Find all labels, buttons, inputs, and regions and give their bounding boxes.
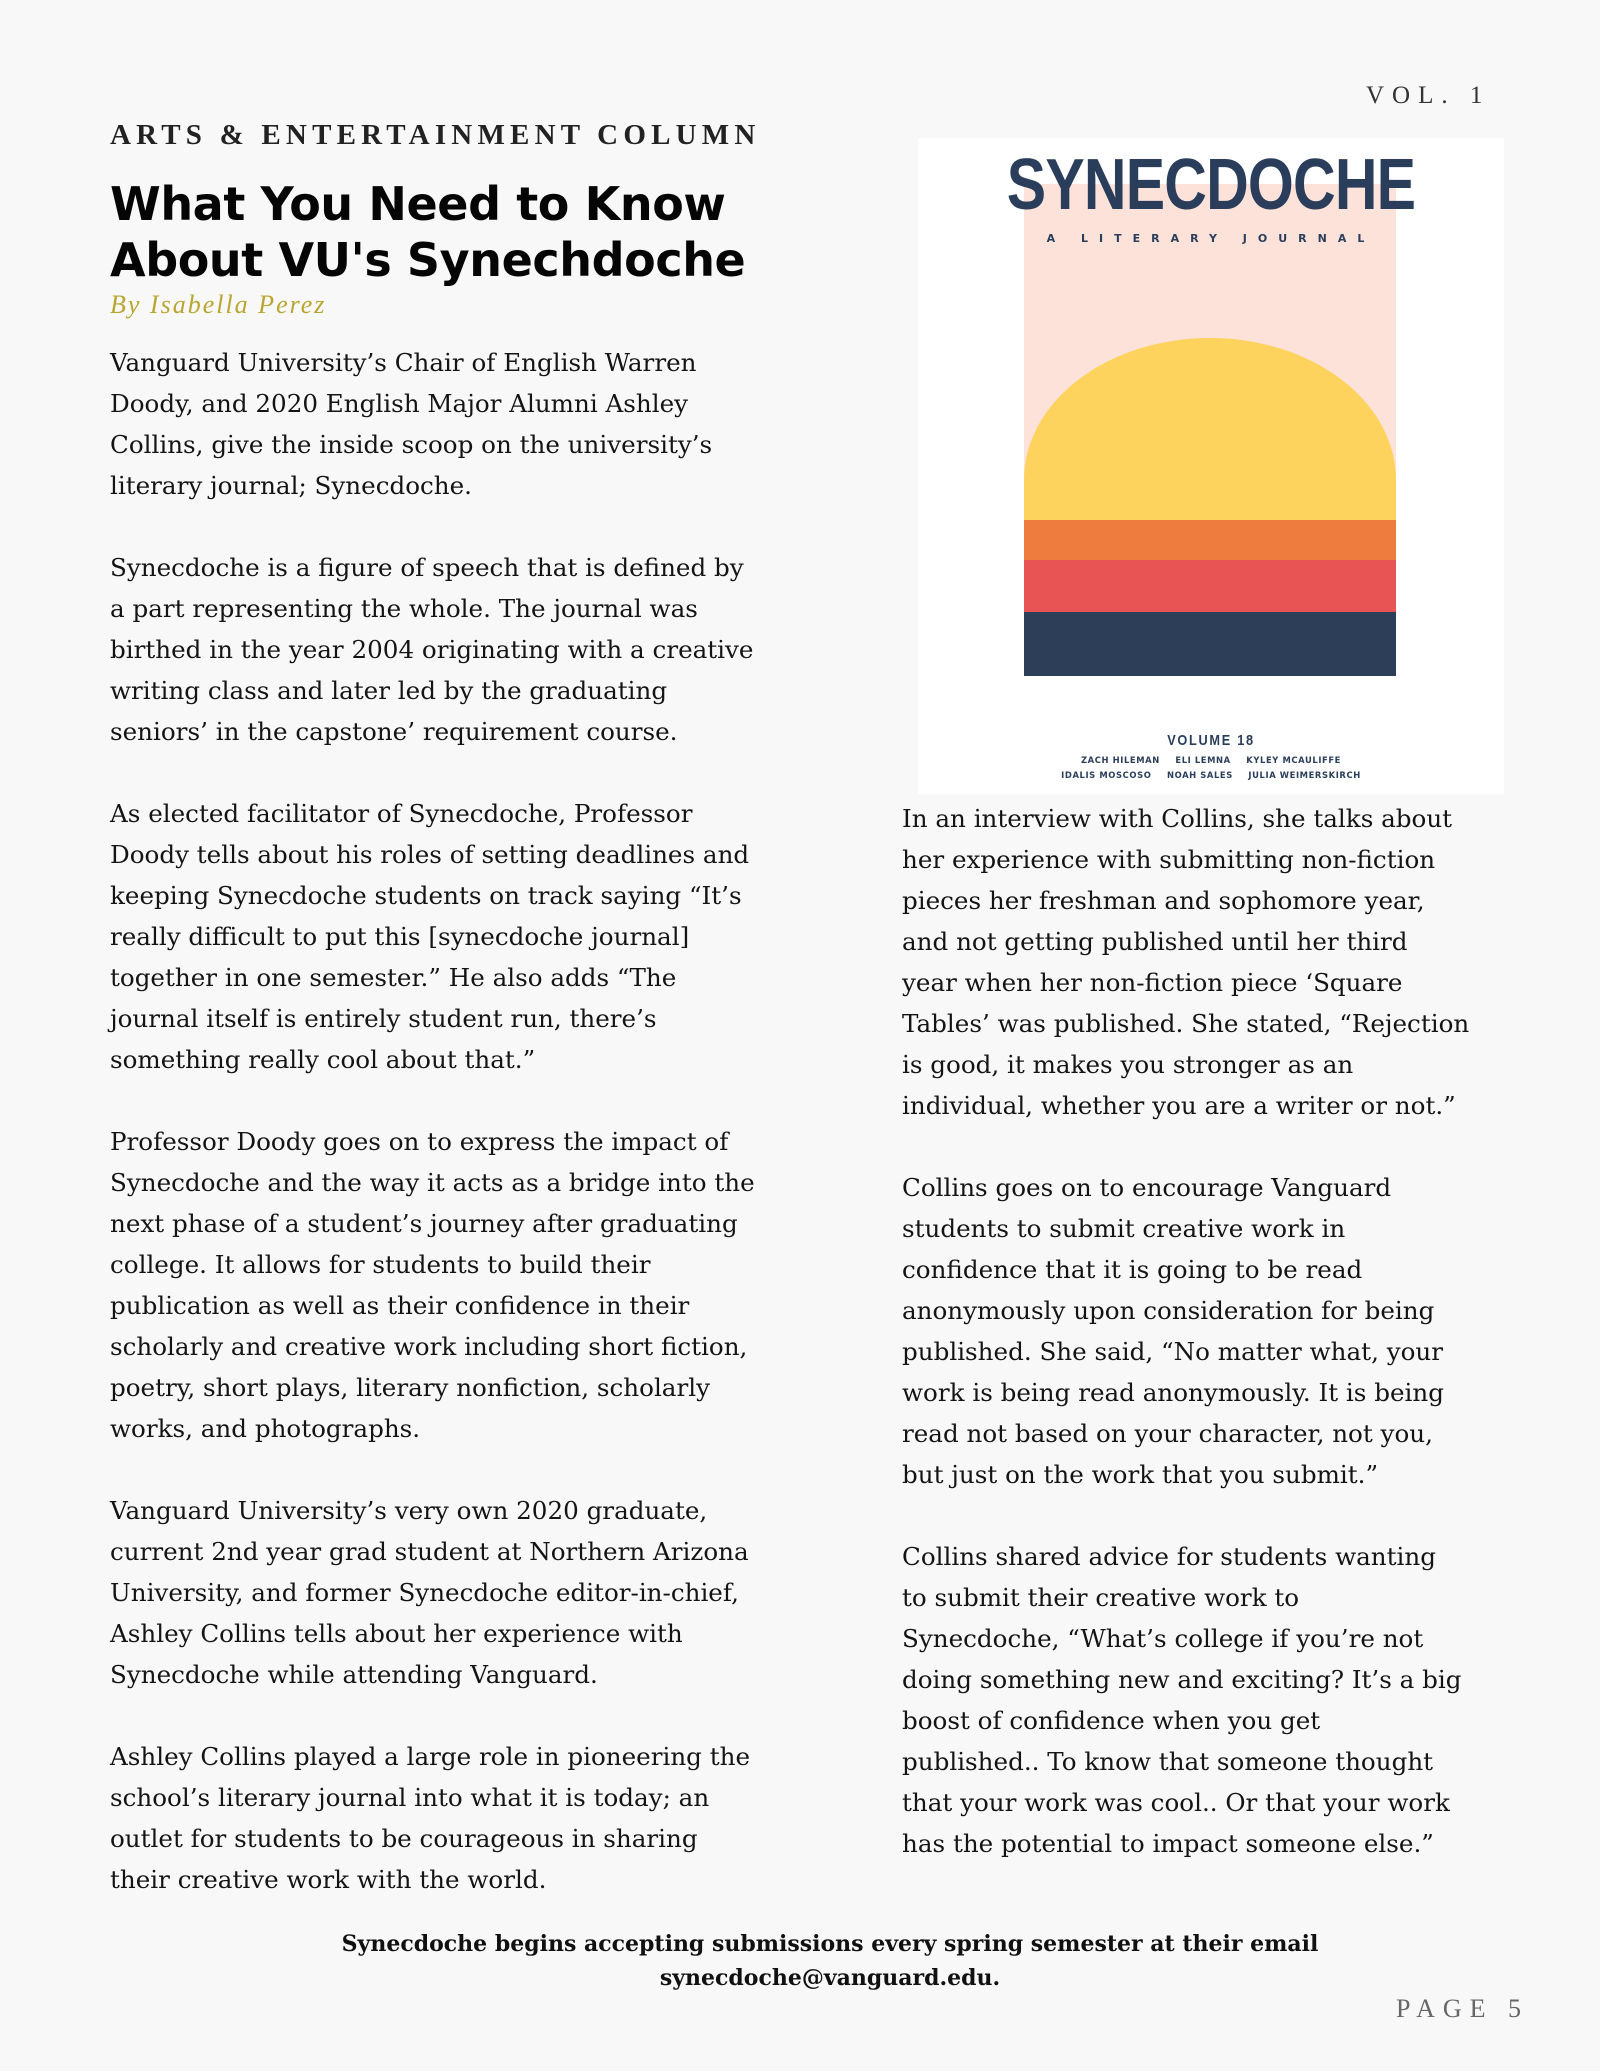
paragraph-line: works, and photographs. [110,1414,421,1443]
paragraph-line: Collins shared advice for students wanting [902,1542,1436,1571]
cover-names-row [918,769,1504,781]
paragraph-line: college. It allows for students to build their [110,1250,651,1279]
paragraph-line: school’s literary journal into what it is today; an [110,1783,710,1812]
article-paragraph [110,342,832,506]
paragraph-line: Professor Doody goes on to express the impact of [110,1127,729,1156]
paragraph-line: read not based on your character, not you, [902,1419,1433,1448]
paragraph-line: Ashley Collins played a large role in pioneering the [110,1742,751,1771]
page-number: PAGE 5 [1396,1994,1530,2023]
paragraph-line: Vanguard University’s Chair of English Warren [110,348,697,377]
paragraph-line: work is being read anonymously. It is being [902,1378,1444,1407]
left-column [110,342,832,1941]
column-label: ARTS & ENTERTAINMENT COLUMN [110,119,761,151]
headline-line: About VU's Synechdoche [110,233,746,287]
cover-red-band [1024,560,1396,612]
paragraph-line: her experience with submitting non-fiction [902,845,1436,874]
paragraph-line: individual, whether you are a writer or not.” [902,1091,1456,1120]
paragraph-line: current 2nd year grad student at Northern Arizona [110,1537,749,1566]
paragraph-line: literary journal; Synecdoche. [110,471,473,500]
paragraph-line: really difficult to put this [synecdoche journal] [110,922,690,951]
paragraph-line: and not getting published until her third [902,927,1408,956]
cover-name: KYLEY MCAULIFFE [1246,755,1341,765]
journal-cover-image [918,138,1504,794]
paragraph-line: together in one semester.” He also adds “The [110,963,677,992]
article-paragraph [902,1167,1526,1495]
article-paragraph [110,793,832,1080]
right-column [902,798,1526,1905]
cover-name: ELI LEMNA [1175,755,1231,765]
byline: By Isabella Perez [110,290,327,319]
paragraph-line: Collins, give the inside scoop on the university’s [110,430,713,459]
paragraph-line: scholarly and creative work including short fiction, [110,1332,748,1361]
paragraph-line: anonymously upon consideration for being [902,1296,1435,1325]
paragraph-line: In an interview with Collins, she talks about [902,804,1453,833]
paragraph-line: poetry, short plays, literary nonfiction, scholarly [110,1373,710,1402]
headline [110,176,870,288]
submission-note [0,1927,1600,1995]
cover-title: SYNECDOCHE [1006,145,1416,225]
paragraph-line: boost of confidence when you get [902,1706,1321,1735]
paragraph-line: writing class and later led by the graduating [110,676,668,705]
paragraph-line: to submit their creative work to [902,1583,1300,1612]
paragraph-line: Synecdoche while attending Vanguard. [110,1660,598,1689]
cover-orange-band [1024,520,1396,560]
paragraph-line: outlet for students to be courageous in sharing [110,1824,698,1853]
article-paragraph [902,798,1526,1126]
headline-line: What You Need to Know [110,177,726,231]
cover-navy-band [1024,612,1396,676]
article-paragraph [110,1490,832,1695]
paragraph-line: that your work was cool.. Or that your work [902,1788,1450,1817]
paragraph-line: published.. To know that someone thought [902,1747,1434,1776]
cover-volume: VOLUME 18 [1167,732,1255,749]
submission-note-line: Synecdoche begins accepting submissions every spring semester at their email [341,1931,1319,1957]
article-paragraph [110,547,832,752]
paragraph-line: Synecdoche, “What’s college if you’re not [902,1624,1424,1653]
paragraph-line: is good, it makes you stronger as an [902,1050,1354,1079]
paragraph-line: but just on the work that you submit.” [902,1460,1379,1489]
article-paragraph [110,1121,832,1449]
paragraph-line: seniors’ in the capstone’ requirement course. [110,717,678,746]
paragraph-line: Doody, and 2020 English Major Alumni Ashley [110,389,689,418]
cover-name: NOAH SALES [1166,770,1233,780]
cover-name: ZACH HILEMAN [1081,755,1160,765]
paragraph-line: As elected facilitator of Synecdoche, Professor [110,799,693,828]
paragraph-line: keeping Synecdoche students on track saying “It’s [110,881,742,910]
article-paragraph [110,1736,832,1900]
paragraph-line: next phase of a student’s journey after graduating [110,1209,738,1238]
paragraph-line: Synecdoche is a figure of speech that is defined by [110,553,744,582]
paragraph-line: pieces her freshman and sophomore year, [902,886,1425,915]
paragraph-line: their creative work with the world. [110,1865,547,1894]
volume-label: VOL. 1 [1366,82,1491,109]
cover-name: JULIA WEIMERSKIRCH [1248,770,1361,780]
paragraph-line: a part representing the whole. The journal was [110,594,698,623]
paragraph-line: Ashley Collins tells about her experience with [110,1619,683,1648]
cover-names-row [918,754,1504,766]
paragraph-line: Synecdoche and the way it acts as a bridge into the [110,1168,755,1197]
paragraph-line: Vanguard University’s very own 2020 graduate, [110,1496,708,1525]
paragraph-line: Tables’ was published. She stated, “Rejection [902,1009,1470,1038]
paragraph-line: Collins goes on to encourage Vanguard [902,1173,1392,1202]
paragraph-line: Doody tells about his roles of setting deadlines and [110,840,750,869]
paragraph-line: has the potential to impact someone else.” [902,1829,1434,1858]
cover-name: IDALIS MOSCOSO [1061,770,1152,780]
submission-email: synecdoche@vanguard.edu. [659,1965,1001,1991]
paragraph-line: journal itself is entirely student run, there’s [110,1004,657,1033]
article-paragraph [902,1536,1526,1864]
cover-subtitle: A LITERARY JOURNAL [1046,232,1376,245]
paragraph-line: University, and former Synecdoche editor-in-chief, [110,1578,739,1607]
paragraph-line: birthed in the year 2004 originating with a creative [110,635,754,664]
paragraph-line: publication as well as their confidence in their [110,1291,690,1320]
paragraph-line: doing something new and exciting? It’s a big [902,1665,1462,1694]
paragraph-line: confidence that it is going to be read [902,1255,1363,1284]
paragraph-line: published. She said, “No matter what, your [902,1337,1444,1366]
paragraph-line: students to submit creative work in [902,1214,1346,1243]
paragraph-line: something really cool about that.” [110,1045,536,1074]
paragraph-line: year when her non-fiction piece ‘Square [902,968,1403,997]
